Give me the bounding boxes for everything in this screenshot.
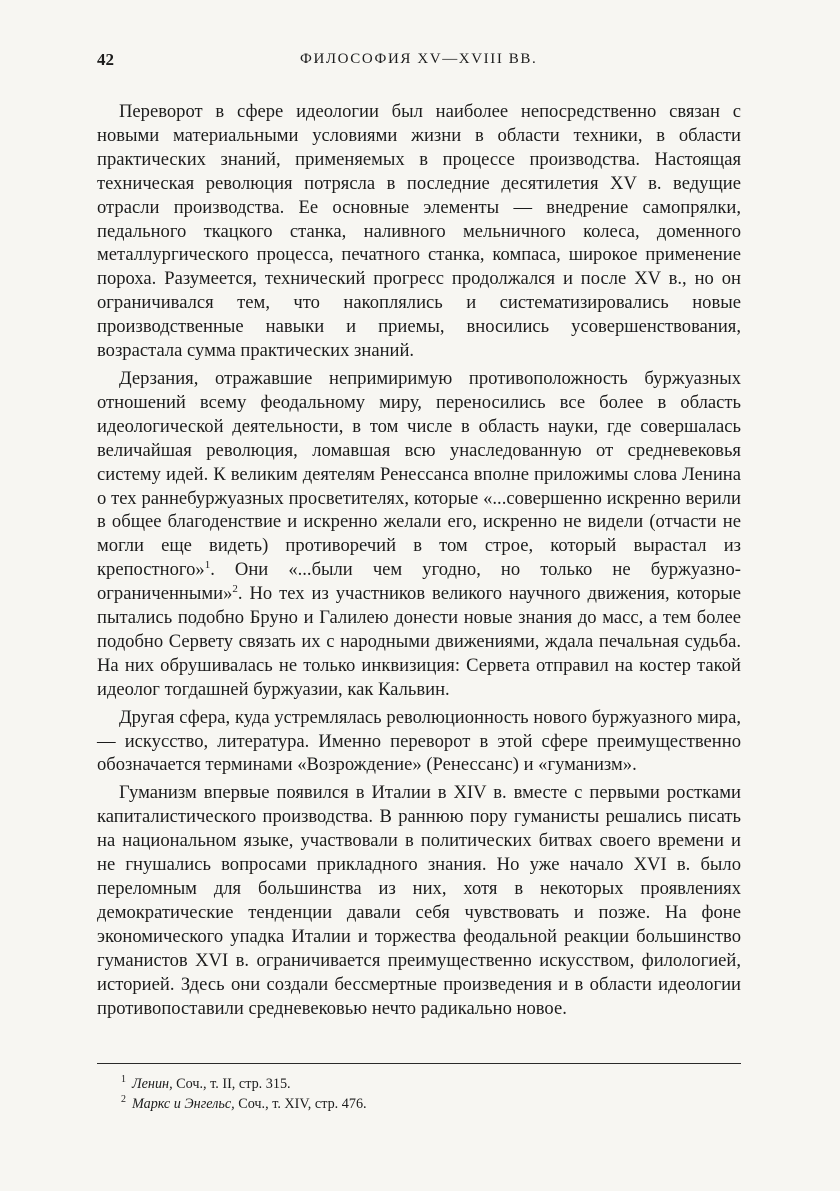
footnote-mark: 2 xyxy=(121,1094,126,1106)
paragraph-text-part: . Но тех из участников великого научного движения, которые пытались подобно Бруно и Галилею донести новые знания до масс, а тем более подобно Сервету связать их с народными движениями, ждала печальная судьба. На них обрушивалась не только инквизиция: Сервета отправил на костер такой идеолог тогдашней буржуазии, как Кальвин. xyxy=(97,583,741,700)
paragraph-text-part: Дерзания, отражавшие непримиримую противоположность буржуазных отношений всему феодальному миру, переносились все более в область идеологической деятельности, в том числе в область науки, где совершалась величайшая революция, ломавшая всю унаследованную от средневековья систему идей. К великим деятелям Ренессанса вполне приложимы слова Ленина о тех раннебуржуазных просветителях, которые «...совершенно искренно верили в общее благоденствие и искренно желали его, искренно не видели (отчасти не могли еще видеть) противоречий в том строе, который вырастал из крепостного» xyxy=(97,367,741,581)
paragraph-art-literature: Другая сфера, куда устремлялась революционность нового буржуазного мира, — искусство, литература. Именно переворот в этой сфере преимущественно обозначается терминами «Возрождение» (Ренессанс) и «гуманизм». xyxy=(97,706,741,776)
paragraph-technology: Переворот в сфере идеологии был наиболее непосредственно связан с новыми материальными условиями жизни в области техники, в области практических знаний, применяемых в процессе производства. Настоящая техническая революция потрясла в последние десятилетия XV в. ведущие отрасли производства. Ее основные элементы — внедрение самопрялки, педального ткацкого станка, наливного мельничного колеса, доменного металлургического процесса, печатного станка, компаса, широкое применение пороха. Разумеется, технический прогресс продолжался и после XV в., но он ограничивался тем, что накоплялись и систематизировались новые производственные навыки и приемы, вносились усовершенствования, возрастала сумма практических знаний. xyxy=(97,101,741,362)
footnote-mark: 1 xyxy=(121,1074,126,1086)
footnote-citation: Соч., т. XIV, стр. 476. xyxy=(234,1096,367,1112)
body-text xyxy=(97,100,741,1020)
page-number: 42 xyxy=(97,50,114,69)
paragraph-humanism: Гуманизм впервые появился в Италии в XIV в. вместе с первыми ростками капиталистического производства. В раннюю пору гуманисты решались писать на национальном языке, участвовали в политических битвах своего времени и не гнушались вопросами прикладного знания. Но уже начало XVI в. было переломным для большинства из них, хотя в некоторых проявлениях демократические тенденции давали себя чувствовать и позже. На фоне экономического упадка Италии и торжества феодальной реакции большинство гуманистов XVI в. ограничивается преимущественно искусством, филологией, историей. Здесь они создали бессмертные произведения и в области идеологии противопоставили средневековью нечто радикально новое. xyxy=(97,782,741,1019)
footnote-divider xyxy=(97,1063,741,1064)
footnote-author: Ленин, xyxy=(132,1076,173,1092)
footnote-2 xyxy=(121,1094,721,1114)
footnote-reference-1: 1 xyxy=(204,559,211,572)
footnote-author: Маркс и Энгельс, xyxy=(132,1096,235,1112)
footnote-1 xyxy=(121,1074,721,1094)
footnote-citation: Соч., т. II, стр. 315. xyxy=(172,1076,291,1092)
footnote-reference-2: 2 xyxy=(232,582,238,595)
running-head: ФИЛОСОФИЯ XV—XVIII ВВ. xyxy=(300,51,538,67)
footnotes xyxy=(121,1074,721,1114)
paragraph-renaissance-science xyxy=(97,367,741,702)
paragraph-text-part: . Они «...были чем угодно, но только не буржуазно-ограниченными» xyxy=(97,559,741,605)
